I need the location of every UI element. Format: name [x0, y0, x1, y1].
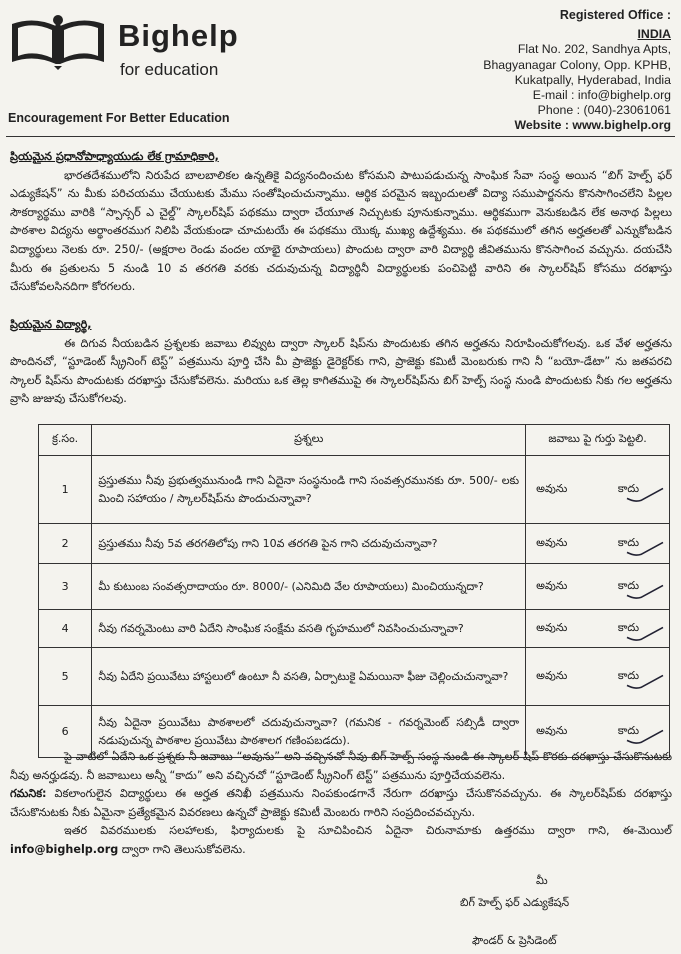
row-question: ప్రస్తుతము నీవు 5వ తరగతిలోపు గాని 10వ తరగతి పైన గాని చదువుచున్నావా?: [92, 524, 526, 564]
row-number: 6: [39, 706, 92, 758]
table-header-row: [39, 425, 670, 456]
tick-mark-icon: [625, 583, 665, 601]
answer-no[interactable]: కాదు: [617, 620, 639, 634]
paragraph-note: [10, 785, 672, 822]
bighelp-logo-icon: [8, 14, 108, 70]
office-title: Registered Office :: [559, 8, 671, 22]
answer-cell[interactable]: [526, 648, 670, 706]
section-headmaster: [10, 148, 672, 297]
office-line-2: Bhagyanagar Colony, Opp. KPHB,: [483, 57, 671, 72]
row-question: నీవు ఏదైనా ప్రయివేటు పాఠశాలలో చదువుచున్నావా? (గమనిక - గవర్నమెంట్ సబ్సిడీ ద్వారా నడుపుచున్న పాఠశాల ప్రయివేటు పాఠశాలగ గణింపబడదు).: [92, 706, 526, 758]
answer-cell[interactable]: [526, 610, 670, 648]
answer-yes[interactable]: అవును: [536, 578, 568, 592]
contact-text-end: ద్వారా గాని తెలుసుకోవలెను.: [118, 842, 246, 856]
table-row: [39, 610, 670, 648]
note-text: వికలాంగులైన విద్యార్థులు ఈ అర్హత తనిఖీ పత్రమును నింపకుండగానే నేరుగా దరఖాస్తు చేసుకొనవచ్చును. ఈ స్కాలర్‌షిప్‌కు దరఖాస్తు చేసుకొనుటకు నీకు ఏమైనా ప్రత్యేకమైన వివరణలు ఉన్నచో ప్రాజెక్టు కమిటీ మెంబరు గారిని సంప్రదించవచ్చును.: [10, 787, 672, 819]
paragraph-student: ఈ దిగువ నీయబడిన ప్రశ్నలకు జవాబు లివ్వుట ద్వారా స్కాలర్ షిప్‌ను పొందుటకు తగిన అర్హతను నిరూపించుకోగలవు. ఒక వేళ అర్హతను పొందినచో, “స్టూడెంట్ స్క్రీనింగ్ టెస్ట్” పత్రమును పూర్తి చేసి మీ ప్రాజెక్టు డైరెక్టర్‌కు గాని, ప్రాజెక్టు కమిటీ మెంబరుకు గాని నీ “బయో-డేటా” ను జతపరచి స్కాలర్ షిప్‌ను పొందుటకు దరఖాస్తు చేసుకోవలెను. మరియు ఒక తెల్ల కాగితముపై ఈ స్కాలర్‌షిప్‌ను బిగ్ హెల్ప్ సంస్థ నుండి పొందుటకు నీకు గల అర్హతను వ్రాసి జుజువు చేసుకోగలవు.: [10, 336, 672, 406]
row-number: 4: [39, 610, 92, 648]
paragraph-contact: [10, 822, 672, 859]
answer-no[interactable]: కాదు: [617, 578, 639, 592]
row-question: ప్రస్తుతము నీవు ప్రభుత్వమునుండి గాని ఏదైనా సంస్థనుండి గాని సంవత్సరమునకు రూ. 500/- లకు మించి సహాయం / స్కాలర్‌షిప్‌ను పొందుచున్నావా?: [92, 456, 526, 524]
answer-no[interactable]: కాదు: [617, 535, 639, 549]
note-label: గమనిక:: [10, 787, 47, 801]
paragraph-eligibility: పై వాటిలో ఏదేని ఒక ప్రశ్నకు నీ జవాబు “అవును” అని వచ్చినచో నీవు బిగ్ హెల్ప్ సంస్థ నుండి ఈ స్కాలర్ షిప్ కొరకు దరఖాస్తు చేసుకొనుటకు నీవు అనర్హుడవు. నీ జవాబులు అన్నీ “కాదు” అని వచ్చినచో “స్టూడెంట్ స్క్రీనింగ్ టెస్ట్” పత్రమును పూర్తిచేయవలెను.: [10, 750, 672, 782]
salutation-headmaster: ప్రియమైన ప్రధానోపాధ్యాయుడు లేక గ్రామాధికారి,: [10, 150, 219, 163]
office-country: INDIA: [637, 27, 671, 42]
brand-subtitle: for education: [120, 60, 219, 79]
table-row: [39, 524, 670, 564]
row-number: 1: [39, 456, 92, 524]
answer-no[interactable]: కాదు: [617, 481, 639, 495]
office-line-3: Kukatpally, Hyderabad, India: [514, 72, 671, 87]
paragraph-intro: భారతదేశములోని నిరుపేద బాలబాలికల ఉన్నతికై విద్యనందించుట కోసమని పాటుపడుచున్న సాంఘిక సేవా సంస్థ అయిన “బిగ్ హెల్ప్ ఫర్ ఎడ్యుకేషన్” ను మీకు పరిచయము చేయుటకు మేము సంతోషించుచున్నాము. ఆర్థిక పరమైన ఇబ్బందులతో విద్యా సముపార్జనను కొనసాగించలేని పిల్లల సౌకర్యార్థము వారికి “స్పాన్సర్ ఎ చైల్డ్” స్కాలర్‌షిప్ పథకము ద్వారా చేయూత నిచ్చుటకు పూనుకున్నాము. ఆర్థికముగా వెనుకబడిన లేక అనాథ పిల్లలు పాఠశాల విద్యను అర్థాంతరముగ నిలిపి వేయకుండా చూచుటయే ఈ పథకము యొక్క ముఖ్య ఉద్దేశ్యము. ఈ పథకములో తగిన అర్హతలతో ఎన్నుకోబడిన విద్యార్థులు నెలకు రూ. 250/- (అక్షరాల రెండు వందల యాభై రూపాయలు) పొందుట ద్వారా వారి విద్యార్థి జీవితమును కొనసాగించ వచ్చును. దయచేసి మీరు ఈ ప్రతులను 5 నుండి 10 వ తరగతి వరకు చదువుచున్న విద్యార్థినీ విద్యార్థులకు పంచిపెట్టి వారిని ఈ స్కాలర్‌షిప్ కోసము దరఖాస్తు చేసుకోవలసినదిగా కోరగలరు.: [10, 168, 672, 294]
answer-no[interactable]: కాదు: [617, 723, 639, 737]
answer-no[interactable]: కాదు: [617, 668, 639, 682]
col-header-questions: ప్రశ్నలు: [92, 425, 526, 456]
contact-email-link[interactable]: info@bighelp.org: [10, 842, 119, 856]
header-divider: [6, 136, 675, 137]
tagline: Encouragement For Better Education: [8, 111, 230, 125]
table-row: [39, 564, 670, 610]
row-question: నీవు గవర్నమెంటు వారి ఏదేని సాంఘిక సంక్షేమ వసతి గృహములో నివసించుచున్నావా?: [92, 610, 526, 648]
answer-yes[interactable]: అవును: [536, 535, 568, 549]
row-number: 2: [39, 524, 92, 564]
tick-mark-icon: [625, 728, 665, 746]
section-student: [10, 316, 672, 409]
eligibility-table: [38, 424, 670, 758]
table-row: [39, 648, 670, 706]
col-header-answer: జవాబు పై గుర్తు పెట్టలి.: [526, 425, 670, 456]
office-phone: Phone : (040)-23061061: [537, 103, 671, 118]
answer-cell[interactable]: [526, 456, 670, 524]
tick-mark-icon: [625, 540, 665, 558]
office-email: E-mail : info@bighelp.org: [532, 88, 671, 103]
answer-cell[interactable]: [526, 524, 670, 564]
signature-org: బిగ్ హెల్ప్ ఫర్ ఎడ్యుకేషన్: [460, 896, 570, 909]
table-row: [39, 456, 670, 524]
answer-yes[interactable]: అవును: [536, 620, 568, 634]
registered-office-block: [411, 8, 671, 134]
row-number: 3: [39, 564, 92, 610]
answer-yes[interactable]: అవును: [536, 481, 568, 495]
row-question: మీ కుటుంబ సంవత్సరాదాయం రూ. 8000/- (ఎనిమిది వేల రూపాయలు) మించియున్నదా?: [92, 564, 526, 610]
answer-yes[interactable]: అవును: [536, 723, 568, 737]
salutation-student: ప్రియమైన విద్యార్థి,: [10, 318, 92, 331]
signature-role: ఫౌండర్ & ప్రెసిడెంట్: [472, 934, 557, 947]
office-website: Website : www.bighelp.org: [514, 118, 671, 133]
section-footer: [10, 748, 672, 860]
office-line-1: Flat No. 202, Sandhya Apts,: [517, 42, 671, 57]
tick-mark-icon: [625, 486, 665, 504]
row-number: 5: [39, 648, 92, 706]
col-header-serial: క్ర.సం.: [39, 425, 92, 456]
tick-mark-icon: [625, 673, 665, 691]
answer-cell[interactable]: [526, 564, 670, 610]
signature-mee: మీ: [536, 874, 548, 887]
brand-name: Bighelp: [118, 18, 239, 53]
contact-text: ఇతర వివరములకు సలహాలకు, ఫిర్యాదులకు పై సూచిపించిన ఏదైనా చిరునామాకు ఉత్తరము ద్వారా గాని, ఈ-మెయిల్: [64, 824, 672, 838]
tick-mark-icon: [625, 625, 665, 643]
answer-yes[interactable]: అవును: [536, 668, 568, 682]
row-question: నీవు ఏదేని ప్రయివేటు హాస్టలులో ఉంటూ నీ వసతి, ఏర్పాటుకై ఏమయినా ఫీజు చెల్లించుచున్నావా?: [92, 648, 526, 706]
